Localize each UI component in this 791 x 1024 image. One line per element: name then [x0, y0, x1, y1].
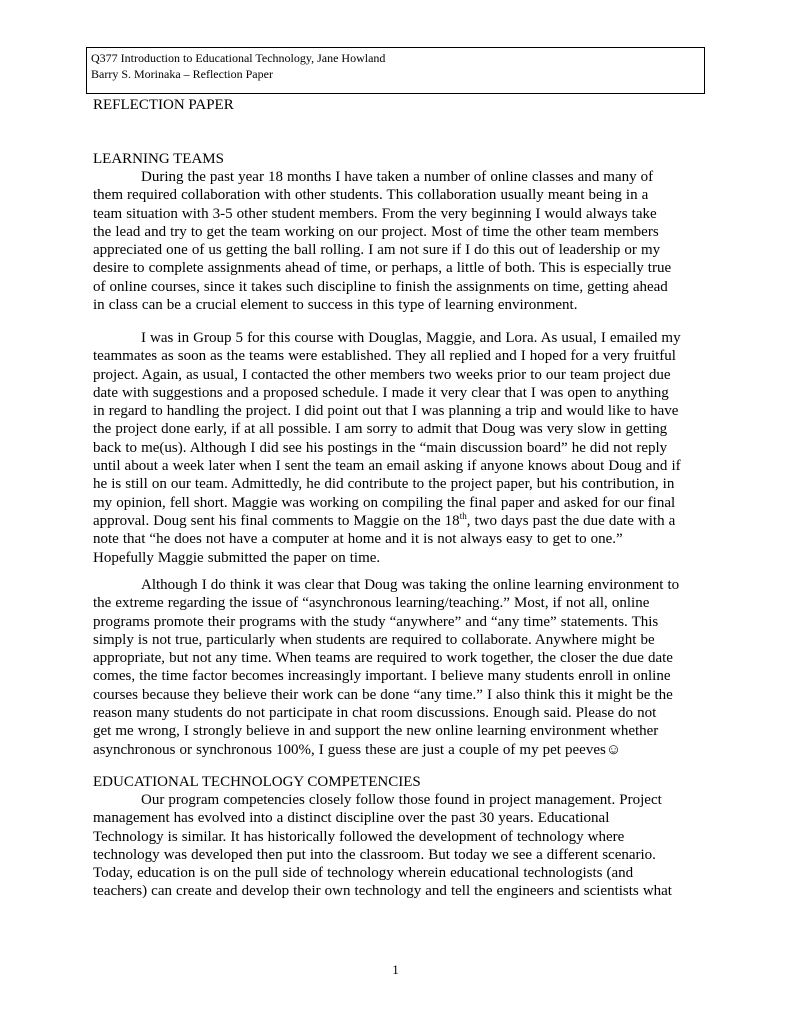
text-line: get me wrong, I strongly believe in and support the new online learning environment whether	[93, 723, 659, 740]
text-line: the extreme regarding the issue of “asynchronous learning/teaching.” Most, if not all, online	[93, 595, 650, 612]
text-line: Today, education is on the pull side of technology wherein educational technologists (and	[93, 865, 634, 882]
text-line: Although I do think it was clear that Doug was taking the online learning environment to	[141, 577, 680, 593]
text-fragment: approval. Doug sent his final comments to Maggie on the 18	[93, 512, 460, 529]
page-number: 1	[392, 962, 399, 977]
text-line: asynchronous or synchronous 100%, I guess these are just a couple of my pet peeves☺	[93, 741, 622, 758]
text-line: programs promote their programs with the study “anywhere” and “any time” statements. This	[93, 613, 659, 630]
text-line: in regard to handling the project. I did point out that I was planning a trip and would like to have	[93, 403, 679, 420]
header-course-line: Q377 Introduction to Educational Technology, Jane Howland	[91, 51, 386, 65]
document-title: REFLECTION PAPER	[93, 97, 234, 113]
paragraph-learning-teams-3	[93, 576, 699, 759]
heading-learning-teams: LEARNING TEAMS	[93, 151, 224, 167]
text-line: date with suggestions and a proposed schedule. I made it very clear that I was open to anything	[93, 384, 669, 401]
text-line: in class can be a crucial element to success in this type of learning environment.	[93, 297, 578, 314]
paragraph-competencies-1	[93, 791, 699, 901]
text-line: until about a week later when I sent the team an email asking if anyone knows about Doug and if	[93, 458, 681, 475]
paragraph-learning-teams-1	[93, 168, 699, 314]
text-line: appropriate, but not any time. When teams are required to work together, the closer the due date	[93, 650, 673, 667]
text-line: Technology is similar. It has historically followed the development of technology where	[93, 828, 625, 845]
text-fragment: , two days past the due date with a	[466, 512, 676, 529]
text-line: Our program competencies closely follow those found in project management. Project	[141, 792, 662, 808]
text-line: team situation with 3-5 other student members. From the very beginning I would always take	[93, 205, 657, 222]
text-line: he is still on our team. Admittedly, he did contribute to the project paper, but his contribution, in	[93, 476, 675, 493]
text-line: During the past year 18 months I have taken a number of online classes and many of	[141, 169, 654, 185]
text-line: note that “he does not have a computer at home and it is not always easy to get to one.”	[93, 531, 623, 548]
text-line: Hopefully Maggie submitted the paper on time.	[93, 549, 381, 566]
text-line: my opinion, fell short. Maggie was working on compiling the final paper and asked for our final	[93, 494, 676, 511]
text-line: simply is not true, particularly when students are required to collaborate. Anywhere might be	[93, 631, 655, 648]
text-line: desire to complete assignments ahead of time, or perhaps, a little of both. This is especially true	[93, 260, 672, 277]
header-author-line: Barry S. Morinaka – Reflection Paper	[91, 67, 273, 81]
text-line: I was in Group 5 for this course with Douglas, Maggie, and Lora. As usual, I emailed my	[141, 330, 681, 346]
text-line: courses because they believe their work can be done “any time.” I also think this it might be the	[93, 686, 673, 703]
text-line: teachers) can create and develop their own technology and tell the engineers and scientists what	[93, 883, 672, 900]
running-header	[86, 47, 705, 94]
text-line: project. Again, as usual, I contacted the other members two weeks prior to our team project due	[93, 366, 671, 383]
text-line: appreciated one of us getting the ball rolling. I am not sure if I do this out of leadership or my	[93, 242, 661, 259]
text-line: reason many students do not participate in chat room discussions. Enough said. Please do not	[93, 705, 657, 722]
text-line: the project done early, if at all possible. I am sorry to admit that Doug was very slow in getting	[93, 421, 668, 438]
paragraph-learning-teams-2	[93, 329, 699, 567]
text-line: teammates as soon as the teams were established. They all replied and I hoped for a very fruitful	[93, 348, 676, 365]
ordinal-superscript: th	[459, 510, 467, 521]
text-line: management has evolved into a distinct discipline over the past 30 years. Educational	[93, 810, 610, 827]
text-line: technology was developed then put into the classroom. But today we see a different scenario.	[93, 846, 656, 863]
text-line: back to me(us). Although I did see his postings in the “main discussion board” he did not reply	[93, 439, 668, 456]
heading-educational-technology-competencies: EDUCATIONAL TECHNOLOGY COMPETENCIES	[93, 774, 421, 790]
text-line: the lead and try to get the team working on our project. Most of time the other team members	[93, 223, 659, 240]
text-line: of online courses, since it takes such discipline to finish the assignments on time, getting ahead	[93, 278, 668, 295]
text-line: comes, the time factor becomes increasingly important. I believe many students enroll in online	[93, 668, 671, 685]
text-line-with-superscript	[93, 512, 699, 530]
text-line: them required collaboration with other students. This collaboration usually meant being in a	[93, 187, 649, 204]
